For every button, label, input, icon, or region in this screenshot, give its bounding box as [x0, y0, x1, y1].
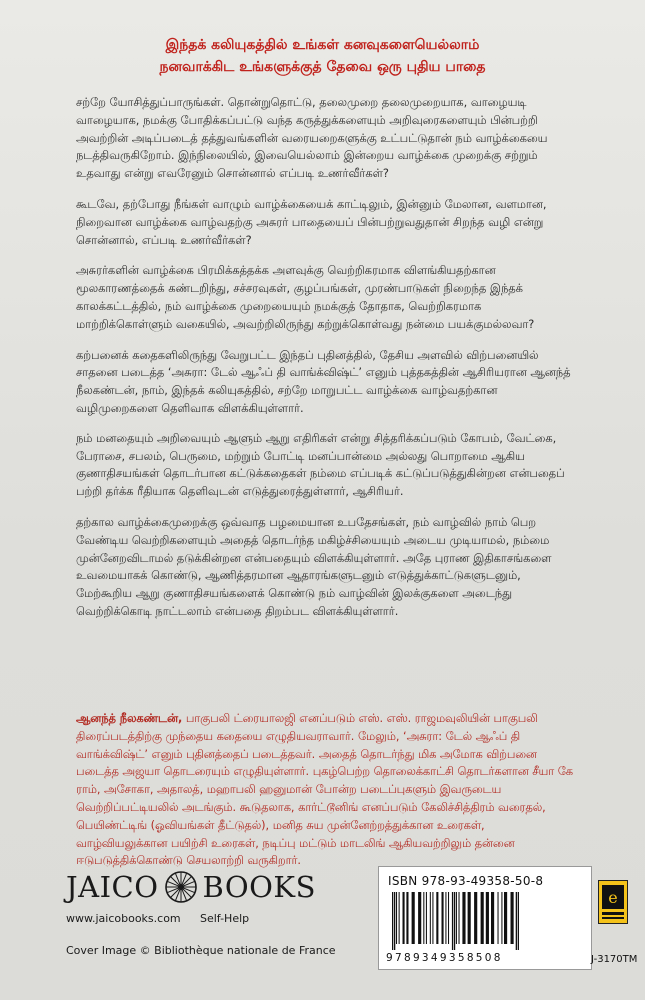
- isbn-text: ISBN 978-93-49358-50-8: [388, 874, 544, 888]
- publisher-website: www.jaicobooks.com: [66, 912, 181, 925]
- ebook-badge-icon: [598, 880, 628, 924]
- book-category: Self-Help: [200, 912, 250, 925]
- cover-image-credit: Cover Image © Bibliothèque nationale de France: [66, 944, 336, 957]
- svg-text:e: e: [608, 888, 618, 907]
- barcode-digits: 9789349358508: [386, 952, 503, 964]
- blurb-paragraph: கூடவே, தற்போது நீங்கள் வாழும் வாழ்க்கையைக் காட்டிலும், இன்னும் மேலான, வளமான, நிறைவான வாழ்க்கை வாழ்வதற்கு அசுரர் பாதையைப் பின்பற்றுவதுதான் சிறந்த வழி என்று சொன்னால், எப்படி உணர்வீர்கள்?: [76, 196, 547, 247]
- blurb-paragraph: தற்கால வாழ்க்கைமுறைக்கு ஒவ்வாத பழமையான உபதேசங்கள், நம் வாழ்வில் நாம் பெற வேண்டிய வெற்றிகளையும் அதைத் தொடர்ந்த மகிழ்ச்சியையும் அடைய முடியாமல், நம்மை முன்னேறவிடாமல் தடுக்கின்றன என்பதையும் விளக்கியுள்ளார். அதே புராண இதிகாசங்களை உவமையாகக் கொண்டு, ஆணித்தரமான ஆதாரங்களுடனும் எடுத்துக்காட்டுகளுடனும், மேற்கூறிய ஆறு குணாதிசயங்களைக் கொண்டு நம் வாழ்வின் இலக்குகளை அடைந்து வெற்றிக்கொடி நாட்டலாம் என்பதை திறம்பட விளக்கியுள்ளார்.: [76, 514, 552, 618]
- logo-left-word: JAICO: [66, 870, 159, 904]
- author-name: ஆனந்த் நீலகண்டன்,: [76, 712, 183, 725]
- headline-line-1: இந்தக் கலியுகத்தில் உங்கள் கனவுகளையெல்லாம்: [165, 37, 480, 53]
- headline-line-2: நனவாக்கிட உங்களுக்குத் தேவை ஒரு புதிய பாதை: [159, 59, 486, 75]
- headline: [60, 34, 585, 78]
- barcode: [390, 892, 580, 950]
- wheel-icon: [164, 870, 198, 904]
- blurb-paragraph: நம் மனதையும் அறிவையும் ஆளும் ஆறு எதிரிகள் என்று சித்தரிக்கப்படும் கோபம், வேட்கை, பேராசை, சபலம், பெருமை, மற்றும் போட்டி மனப்பான்மை அல்லது பொறாமை ஆகிய குணாதிசயங்கள் தொடர்பான கட்டுக்கதைகள் நம்மை எப்படிக் கட்டுப்படுத்துகின்றன என்பதைப் பற்றி தர்க்க ரீதியாக தெளிவுடன் எடுத்துரைத்துள்ளார், ஆசிரியர்.: [76, 430, 565, 499]
- blurb-paragraph: அசுரர்களின் வாழ்க்கை பிரமிக்கத்தக்க அளவுக்கு வெற்றிகரமாக விளங்கியதற்கான மூலகாரணத்தைக் கண்டறிந்து, சச்சரவுகள், குழப்பங்கள், முரண்பாடுகள் நிறைந்த இந்தக் காலக்கட்டத்தில், நம் வாழ்க்கை முறையையும் நமக்குத் தோதாக, வெற்றிகரமாக மாற்றிக்கொள்ளும் வகையில், அவற்றிலிருந்து கற்றுக்கொள்வது நன்மை பயக்குமல்லவா?: [76, 263, 535, 331]
- product-code: J-3170TM: [591, 954, 638, 965]
- blurb-paragraph: சற்றே யோசித்துப்பாருங்கள். தொன்றுதொட்டு, தலைமுறை தலைமுறையாக, வாழையடி வாழையாக, நமக்கு போதிக்கப்பட்டு வந்த கருத்துக்களையும் அறிவுரைகளையும் பின்பற்றி அவற்றின் அடிப்படைத் தத்துவங்களின் வரையறைகளுக்கு உட்பட்டுதான் நம் வாழ்க்கையை நடத்திவருகிறோம். இந்நிலையில், இவையெல்லாம் இன்றைய வாழ்க்கை முறைக்கு சற்றும் உதவாது என்று எவரேனும் சொன்னால் எப்படி உணர்வீர்கள்?: [76, 95, 548, 181]
- blurb-paragraph: கற்பனைக் கதைகளிலிருந்து வேறுபட்ட இந்தப் புதினத்தில், தேசிய அளவில் விற்பனையில் சாதனை படைத்த ‘அசுரா: டேல் ஆஃப் தி வாங்க்விஷ்ட்’ எனும் புத்தகத்தின் ஆசிரியரான ஆனந்த் நீலகண்டன், நாம், இந்தக் கலியுகத்தில், சற்றே மாறுபட்ட வாழ்க்கை வாழ்வதற்கான வழிமுறைகளை தெளிவாக விளக்கியுள்ளார்.: [76, 347, 571, 415]
- publisher-logo: [66, 868, 316, 908]
- blurb: [76, 94, 576, 634]
- author-bio: [76, 710, 576, 870]
- author-bio-text: பாகுபலி ட்ரையாலஜி எனப்படும் எஸ். எஸ். ராஜமவுலியின் பாகுபலி திரைப்படத்திற்கு முந்தைய கதையை எழுதியவராவார். மேலும், ‘அசுரா: டேல் ஆஃப் தி வாங்க்விஷ்ட்’ எனும் புதினத்தைப் படைத்தவர். அதைத் தொடர்ந்து மிக அமோக விற்பனை படைத்த அஜயா தொடரையும் எழுதியுள்ளார். புகழ்பெற்ற தொலைக்காட்சி தொடர்களான சீயா கே ராம், அசோகா, அதாலத், மஹாபலி ஹனுமான் போன்ற படைப்புகளும் இவருடைய வெற்றிப்பட்டியலில் அடங்கும். கூடுதலாக, கார்ட்டூனிங் எனப்படும் கேலிச்சித்திரம் வரைதல், பெயிண்ட்டிங் (ஓவியங்கள் தீட்டுதல்), மனித சுய முன்னேற்றத்துக்கான உரைகள், வாழ்வியலுக்கான பயிற்சி உரைகள், நடிப்பு மட்டும் மாடலிங் ஆகியவற்றிலும் தன்னை ஈடுபடுத்திக்கொண்டு செயலாற்றி வருகிறார்.: [76, 712, 573, 868]
- logo-right-word: BOOKS: [202, 870, 316, 904]
